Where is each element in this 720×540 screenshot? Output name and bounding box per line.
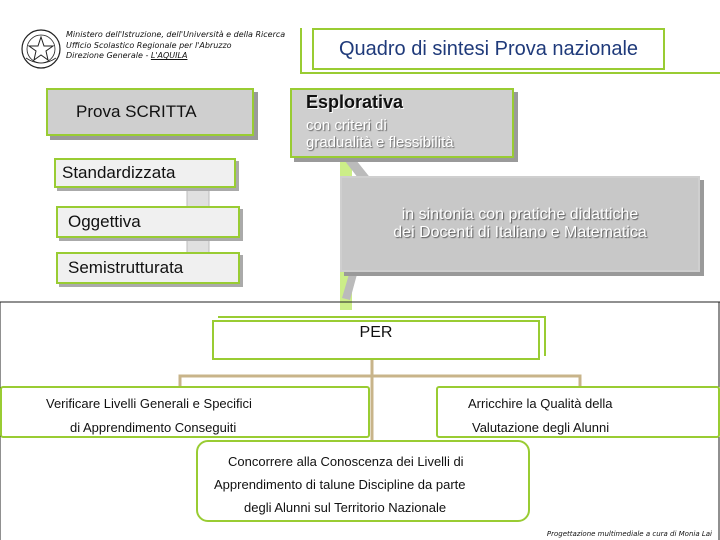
oggettiva-label: Oggettiva (68, 212, 141, 231)
per-box (212, 320, 540, 360)
goal-bottom-line-2: Apprendimento di talune Discipline da parte (214, 477, 466, 492)
esplorativa-heading: Esplorativa (306, 92, 404, 112)
standardizzata-label: Standardizzata (62, 163, 176, 182)
footer-credit: Progettazione multimediale a cura di Monia Lai (546, 530, 712, 538)
goal-left-line-1: Verificare Livelli Generali e Specifici (46, 396, 252, 411)
esplorativa-box (290, 88, 514, 158)
semistrutturata-box (56, 252, 240, 284)
header-city: L'AQUILA (150, 51, 188, 60)
oggettiva-box (56, 206, 240, 238)
semistrutturata-label: Semistrutturata (68, 258, 184, 277)
goal-left-box (0, 386, 370, 438)
goal-left-line-2: di Apprendimento Conseguiti (70, 420, 237, 435)
esplorativa-line-1: con criteri di (306, 117, 387, 134)
per-label: PER (359, 324, 393, 341)
prova-scritta-label: Prova SCRITTA (76, 102, 197, 121)
goal-right-line-2: Valutazione degli Alunni (472, 420, 610, 435)
header-line-1: Ministero dell'Istruzione, dell'Università e della Ricerca (66, 30, 286, 39)
prova-scritta-box (46, 88, 254, 136)
goal-bottom-box (196, 440, 530, 522)
header-line-3-prefix: Direzione Generale - (66, 51, 151, 60)
goal-bottom-line-1: Concorrere alla Conoscenza dei Livelli di (228, 454, 464, 469)
sintonia-line-1: in sintonia con pratiche didattiche (401, 206, 639, 223)
goal-right-box (436, 386, 720, 438)
goal-right-line-1: Arricchire la Qualità della (468, 396, 613, 411)
goal-bottom-line-3: degli Alunni sul Territorio Nazionale (244, 500, 447, 515)
page-title: Quadro di sintesi Prova nazionale (312, 28, 665, 70)
standardizzata-box (54, 158, 236, 188)
esplorativa-line-2: gradualità e flessibilità (306, 134, 454, 151)
header-line-2: Ufficio Scolastico Regionale per l'Abruzzo (66, 40, 232, 50)
sintonia-line-2: dei Docenti di Italiano e Matematica (393, 224, 647, 241)
sintonia-box (340, 176, 700, 272)
